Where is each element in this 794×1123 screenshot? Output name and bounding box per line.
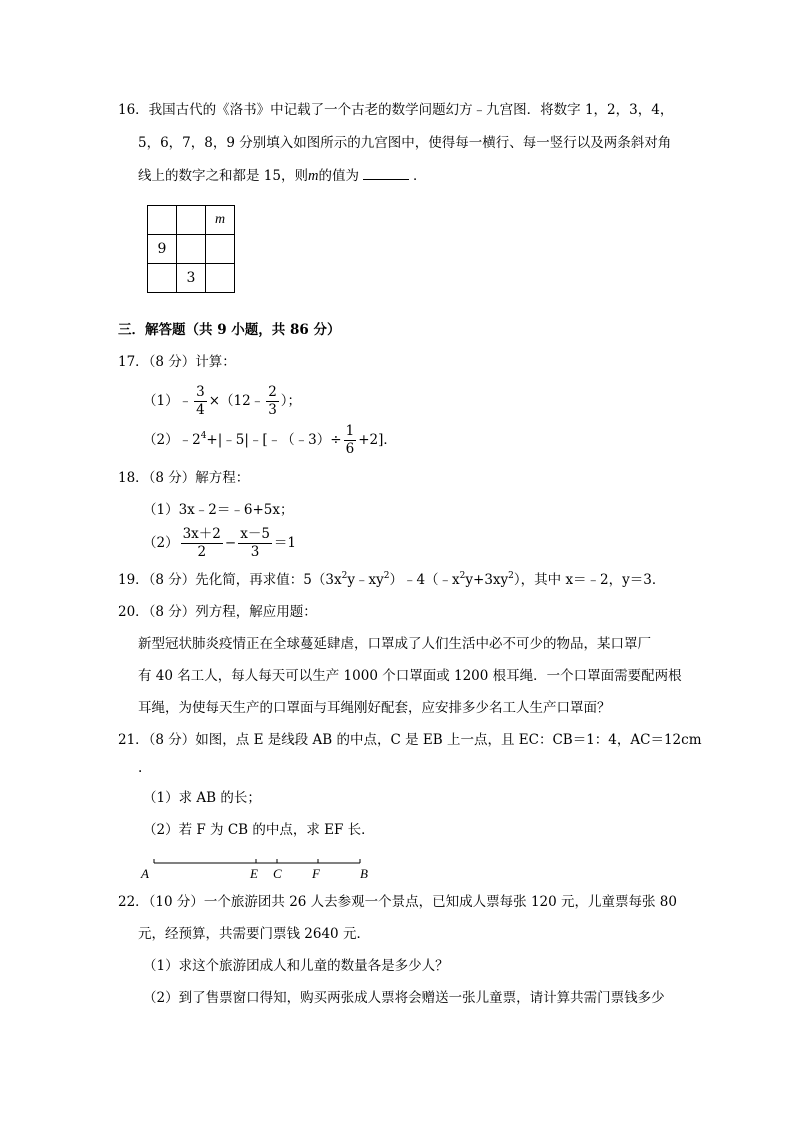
exponent: 2: [508, 571, 514, 581]
fraction-num: 3x＋2: [182, 526, 221, 542]
exponent: 2: [459, 571, 466, 581]
q21-head: 21．（8 分）如图，点 E 是线段 AB 的中点，C 是 EB 上一点，且 EC：CB＝1：4，AC＝12cm: [118, 732, 702, 748]
grid-cell: [177, 235, 206, 264]
label-e: E: [250, 866, 258, 880]
q17-p2-post: +2]．: [358, 432, 397, 448]
fraction-den: 4: [196, 402, 205, 418]
grid-cell: [148, 206, 177, 235]
q17-p1-post: ）；: [280, 393, 302, 409]
q16-var-m: m: [307, 168, 319, 184]
q17-part1: [143, 384, 301, 419]
q17-head: 17．（8 分）计算：: [118, 354, 236, 370]
grid-cell: 3: [177, 264, 206, 293]
q19-line: [118, 570, 665, 590]
section-title: 三．解答题（共 9 小题，共 86 分）: [118, 322, 341, 338]
exponent: 2: [341, 571, 348, 581]
q19-text: ），其中 x＝﹣2，y＝3．: [513, 572, 666, 588]
grid-cell: 9: [148, 235, 177, 264]
q17-p2-pre: （2）﹣2: [143, 432, 201, 448]
q19-text: y﹣xy: [347, 572, 384, 588]
q16-line3: [138, 165, 426, 186]
q18-p2-pre: （2）: [143, 535, 179, 551]
q20-line2: 有 40 名工人，每人每天可以生产 1000 个口罩面或 1200 根耳绳．一个口罩面需要配两根: [138, 668, 682, 684]
q21-part1: （1）求 AB 的长；: [143, 790, 261, 806]
q16-line3-end: ．: [412, 168, 427, 184]
fraction-den: 3: [250, 544, 260, 560]
label-b: B: [360, 866, 368, 880]
q16-line1: 16．我国古代的《洛书》中记载了一个古老的数学问题幻方﹣九宫图．将数字 1，2，3，4，: [118, 102, 674, 118]
label-c: C: [273, 866, 282, 880]
q21-part2: （2）若 F 为 CB 的中点，求 EF 长．: [143, 822, 375, 838]
fraction-den: 3: [268, 402, 277, 418]
q16-line3-post: 的值为: [318, 168, 359, 184]
q16-line2: 5，6，7，8，9 分别填入如图所示的九宫图中，使得每一横行、每一竖行以及两条斜对角: [138, 135, 672, 151]
q22-line2: 元，经预算，共需要门票钱 2640 元．: [138, 926, 370, 942]
grid-cell: [206, 235, 235, 264]
q17-p1-mid: ×（12﹣: [208, 393, 265, 409]
q20-head: 20．（8 分）列方程，解应用题：: [118, 604, 317, 620]
fraction: [194, 384, 207, 419]
exponent: 2: [383, 571, 390, 581]
q17-p1-pre: （1）﹣: [143, 393, 193, 409]
q18-p2-post: ＝1: [273, 535, 296, 551]
grid-cell: m: [206, 206, 235, 235]
q22-line1: 22．（10 分）一个旅游团共 26 人去参观一个景点，已知成人票每张 120 元，儿童票每张 80: [118, 894, 677, 910]
q22-part2: （2）到了售票窗口得知，购买两张成人票将会赠送一张儿童票，请计算共需门票钱多少: [143, 990, 665, 1006]
grid-cell: [206, 264, 235, 293]
q21-dot: .: [138, 760, 143, 776]
fraction-num: 1: [345, 423, 355, 439]
fraction-den: 2: [197, 544, 207, 560]
q16-line3-pre: 线上的数字之和都是 15，则: [138, 168, 308, 184]
q17-part2: [143, 423, 397, 458]
grid-cell: [148, 264, 177, 293]
q17-p2-mid: +|﹣5|﹣[﹣（﹣3）÷: [206, 432, 342, 448]
line-segment-figure: [140, 852, 380, 880]
q18-part2: [143, 525, 296, 561]
magic-square-grid: [147, 205, 235, 293]
fraction: [238, 526, 272, 561]
label-a: A: [141, 866, 149, 880]
q20-line1: 新型冠状肺炎疫情正在全球蔓延肆虐，口罩成了人们生活中必不可少的物品，某口罩厂: [138, 636, 651, 652]
minus-sign: −: [224, 535, 237, 551]
q18-head: 18．（8 分）解方程：: [118, 470, 250, 486]
fraction-num: 3: [196, 384, 205, 400]
fraction-den: 6: [345, 441, 355, 457]
q19-text: y+3xy: [465, 572, 509, 588]
label-f: F: [312, 866, 320, 880]
fraction-num: 2: [268, 384, 277, 400]
q22-part1: （1）求这个旅游团成人和儿童的数量各是多少人？: [143, 958, 449, 974]
q20-line3: 耳绳，为使每天生产的口罩面与耳绳刚好配套，应安排多少名工人生产口罩面？: [138, 700, 611, 716]
grid-cell: [177, 206, 206, 235]
fraction: [344, 423, 357, 458]
q16-answer-blank[interactable]: [363, 165, 409, 180]
fraction: [181, 526, 223, 561]
q19-text: 19．（8 分）先化简，再求值：5（3x: [118, 572, 342, 588]
fraction-num: x－5: [240, 526, 270, 542]
q19-text: ）﹣4（﹣x: [389, 572, 460, 588]
exponent: 4: [200, 431, 207, 441]
q18-part1: （1）3x﹣2＝﹣6+5x；: [143, 502, 294, 518]
fraction: [266, 384, 279, 419]
